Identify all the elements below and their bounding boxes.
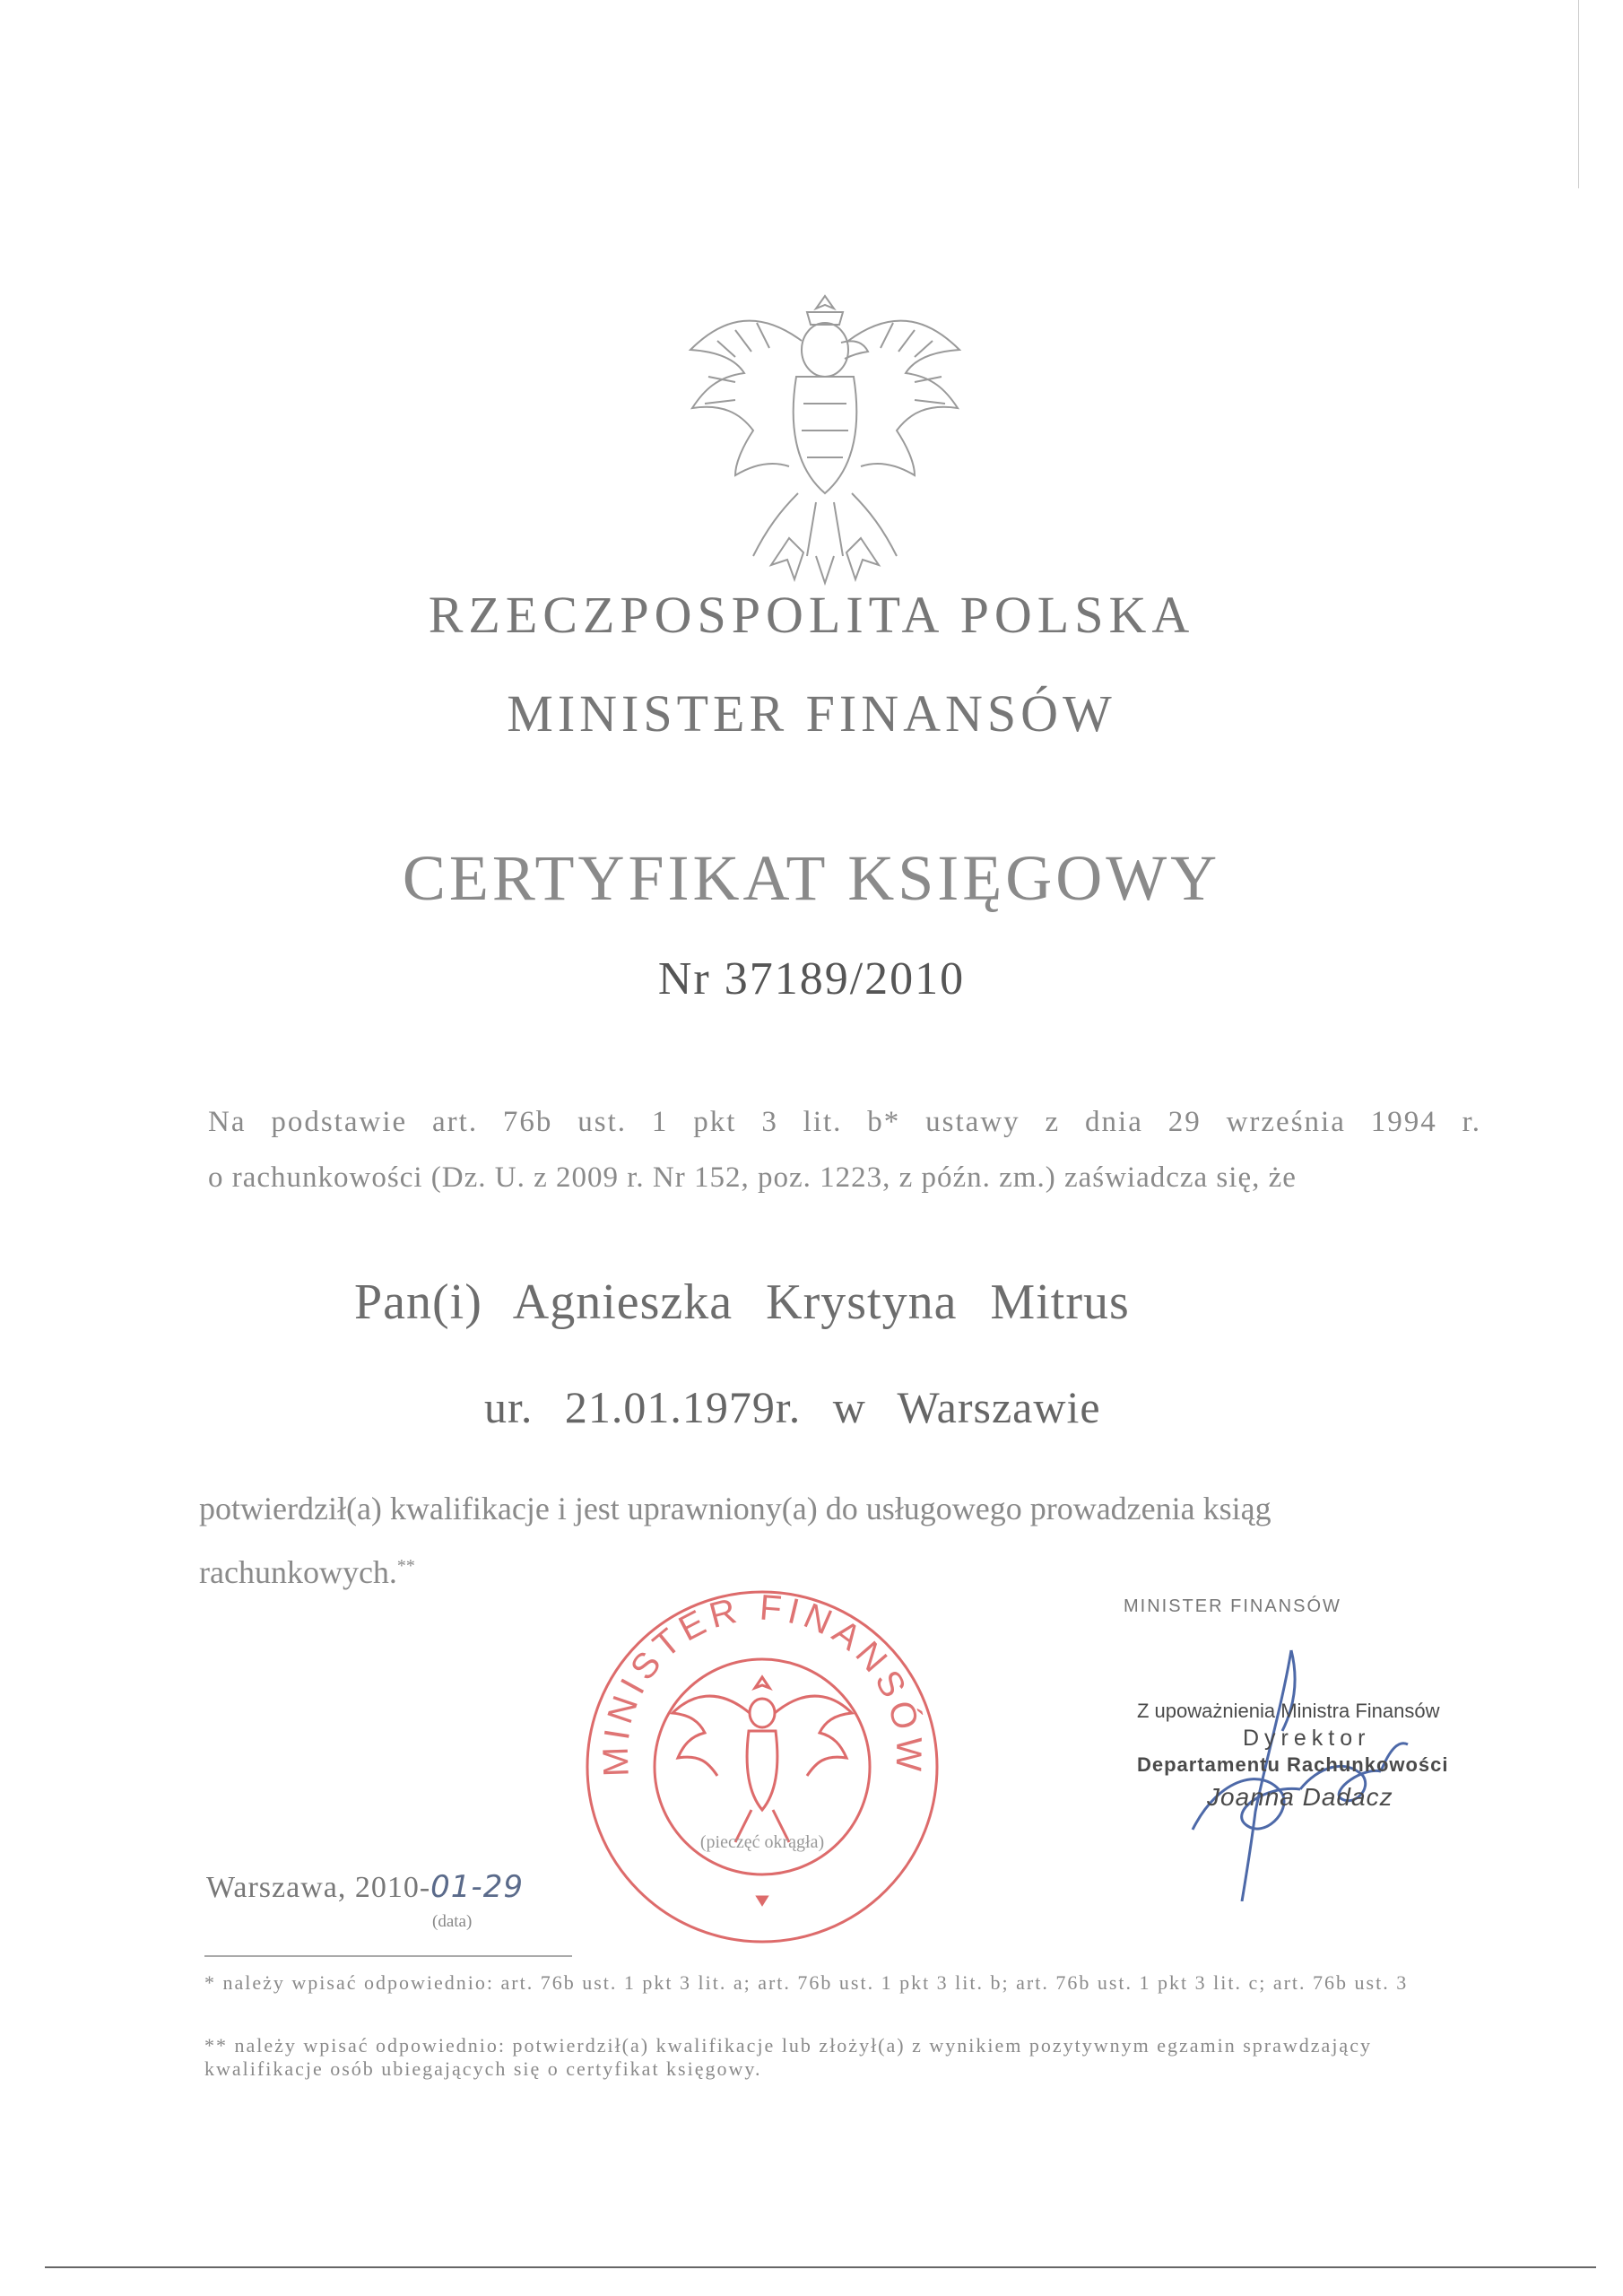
qualification-text: potwierdził(a) kwalifikacje i jest uprawniony(a) do usługowego prowadzenia ksiąg rachunkowych. [199,1491,1271,1590]
header-authority: MINISTER FINANSÓW [507,684,1116,743]
certificate-number: Nr 37189/2010 [657,953,966,1004]
footnote-marker: ** [396,1556,415,1576]
scan-edge-mark [1578,0,1588,188]
polish-eagle-emblem [681,287,968,592]
footnote-1: * należy wpisać odpowiednio: art. 76b ust. 1 pkt 3 lit. a; art. 76b ust. 1 pkt 3 lit. b; art. 76b ust. 1 pkt 3 lit. c; art. 76b ust. 3 [204,1971,1409,1994]
issue-date-printed: Warszawa, 2010- [206,1871,431,1904]
signatory-block [1137,1698,1449,1811]
holder-name: Pan(i) Agnieszka Krystyna Mitrus [354,1274,1130,1330]
issue-date [206,1869,524,1905]
footnote-2: ** należy wpisać odpowiednio: potwierdził(a) kwalifikacje lub złożył(a) z wynikiem pozytywnym egzamin sprawdzający kwalifikacje osób ubiegających się o certyfikat księgowy. [204,2034,1372,2080]
signatory-authorization: Z upoważnienia Ministra Finansów [1137,1700,1440,1722]
signatory-name: Joanna Dadacz [1207,1783,1393,1811]
page-bottom-rule [45,2266,1596,2268]
seal-legend: MINISTER FINANSÓW [595,1587,929,1778]
footnote-divider [204,1955,572,1957]
legal-basis-paragraph [208,1094,1481,1205]
legal-basis-line-1: Na podstawie art. 76b ust. 1 pkt 3 lit. b* ustawy z dnia 29 września 1994 r. [208,1106,1481,1138]
seal-caption: (pieczęć okrągła) [699,1832,825,1852]
legal-basis-line-2: o rachunkowości (Dz. U. z 2009 r. Nr 152, poz. 1223, z późn. zm.) zaświadcza się, że [208,1161,1297,1194]
svg-text:MINISTER FINANSÓW [595,1588,928,1778]
official-round-seal [574,1578,950,1955]
signatory-department: Departamentu Rachunkowości [1137,1753,1449,1776]
signatory-heading: MINISTER FINANSÓW [1124,1596,1341,1616]
header-country: RZECZPOSPOLITA POLSKA [428,586,1195,644]
signatory-title: Dyrektor [1243,1726,1371,1751]
holder-birth-info: ur. 21.01.1979r. w Warszawie [484,1382,1101,1432]
issue-date-handwritten: 01-29 [430,1869,524,1905]
certificate-title: CERTYFIKAT KSIĘGOWY [402,842,1221,914]
date-caption: (data) [432,1912,473,1931]
